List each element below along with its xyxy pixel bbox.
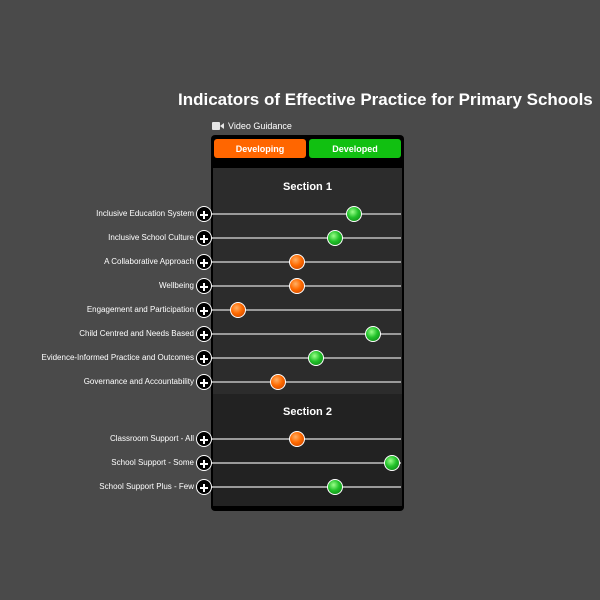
indicator-slider-knob[interactable] <box>289 254 305 270</box>
indicator-label: Inclusive Education System <box>96 209 194 218</box>
page-title: Indicators of Effective Practice for Primary Schools <box>178 90 593 109</box>
indicator-label: Engagement and Participation <box>86 305 194 314</box>
video-guidance-label: Video Guidance <box>228 121 292 131</box>
section-2-panel <box>213 394 402 506</box>
indicator-slider-track[interactable] <box>212 486 401 488</box>
expand-plus-icon[interactable] <box>196 230 212 246</box>
indicator-slider-track[interactable] <box>212 213 401 215</box>
expand-plus-icon[interactable] <box>196 278 212 294</box>
indicator-label: Inclusive School Culture <box>108 233 194 242</box>
developing-button[interactable]: Developing <box>214 139 306 158</box>
expand-plus-icon[interactable] <box>196 431 212 447</box>
indicator-slider-track[interactable] <box>212 462 401 464</box>
expand-plus-icon[interactable] <box>196 326 212 342</box>
indicator-label: Governance and Accountability <box>83 377 194 386</box>
indicator-slider-track[interactable] <box>212 357 401 359</box>
indicator-slider-track[interactable] <box>212 285 401 287</box>
section-1-title: Section 1 <box>283 181 332 193</box>
indicator-label: Wellbeing <box>159 281 194 290</box>
indicator-label: School Support Plus - Few <box>99 482 194 491</box>
indicator-slider-knob[interactable] <box>327 230 343 246</box>
indicator-slider-knob[interactable] <box>289 278 305 294</box>
indicator-slider-track[interactable] <box>212 381 401 383</box>
indicator-slider-track[interactable] <box>212 438 401 440</box>
indicator-label: Child Centred and Needs Based <box>79 329 194 338</box>
indicator-slider-knob[interactable] <box>327 479 343 495</box>
expand-plus-icon[interactable] <box>196 374 212 390</box>
expand-plus-icon[interactable] <box>196 350 212 366</box>
indicator-label: A Collaborative Approach <box>104 257 194 266</box>
indicator-label: Evidence-Informed Practice and Outcomes <box>41 353 194 362</box>
video-guidance-link[interactable] <box>212 121 292 131</box>
expand-plus-icon[interactable] <box>196 302 212 318</box>
indicator-label: Classroom Support - All <box>109 434 194 443</box>
indicator-slider-knob[interactable] <box>308 350 324 366</box>
indicator-label: School Support - Some <box>111 458 194 467</box>
developed-button[interactable]: Developed <box>309 139 401 158</box>
indicator-slider-knob[interactable] <box>289 431 305 447</box>
indicator-slider-knob[interactable] <box>384 455 400 471</box>
expand-plus-icon[interactable] <box>196 455 212 471</box>
video-camera-icon <box>212 122 224 130</box>
indicator-slider-track[interactable] <box>212 261 401 263</box>
indicator-slider-knob[interactable] <box>365 326 381 342</box>
section-2-title: Section 2 <box>283 406 332 418</box>
indicator-slider-knob[interactable] <box>346 206 362 222</box>
expand-plus-icon[interactable] <box>196 479 212 495</box>
indicator-slider-track[interactable] <box>212 237 401 239</box>
expand-plus-icon[interactable] <box>196 206 212 222</box>
expand-plus-icon[interactable] <box>196 254 212 270</box>
